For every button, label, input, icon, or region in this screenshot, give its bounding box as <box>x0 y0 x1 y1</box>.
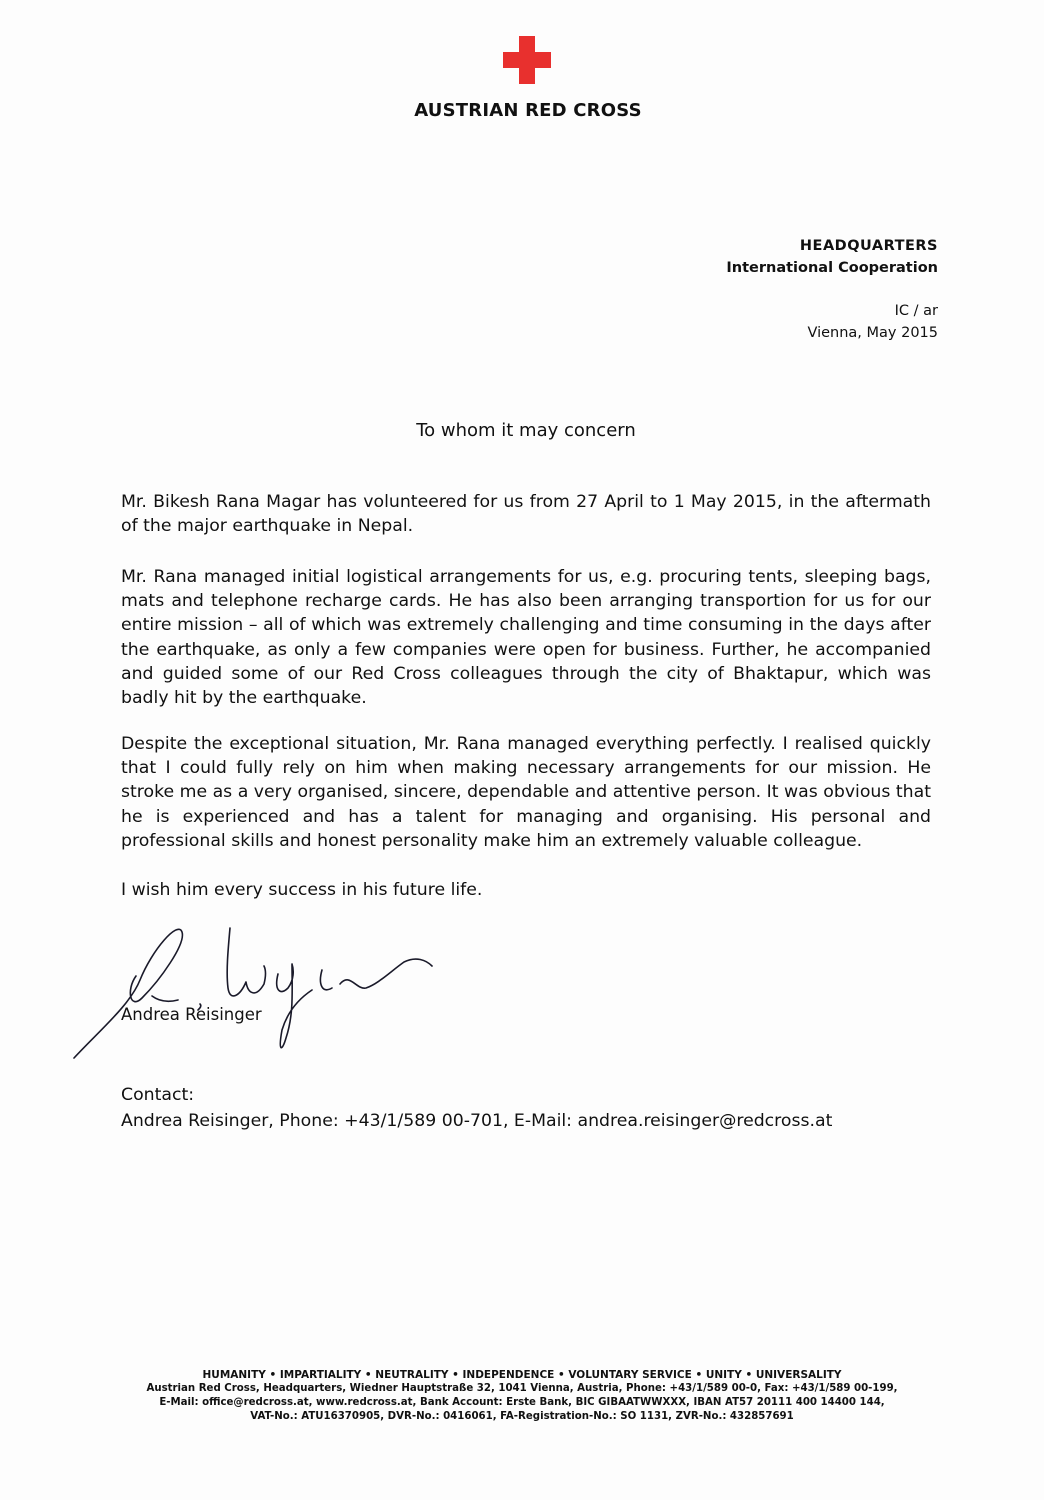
footer-line-3: VAT-No.: ATU16370905, DVR-No.: 0416061, FA-Registration-No.: SO 1131, ZVR-No.: 432857691 <box>250 1411 794 1422</box>
footer-line-2: E-Mail: office@redcross.at, www.redcross.at, Bank Account: Erste Bank, BIC GIBAATWWXXX, IBAN AT57 20111 400 14400 144, <box>159 1397 885 1408</box>
department-line-1: HEADQUARTERS <box>799 238 938 254</box>
sender-department <box>726 235 938 279</box>
letter-footer <box>0 1368 1044 1424</box>
organization-name: AUSTRIAN RED CROSS <box>414 100 642 121</box>
signatory-name: Andrea Reisinger <box>121 1005 262 1024</box>
reference-block <box>807 300 938 344</box>
paragraph-2: Mr. Rana managed initial logistical arrangements for us, e.g. procuring tents, sleeping bags, mats and telephone recharge cards. He has also been arranging transportion for us for our entire mission – all of which was extremely challenging and time consuming in the days after the earthquake, as only a few companies were open for business. Further, he accompanied and guided some of our Red Cross colleagues through the city of Bhaktapur, which was badly hit by the earthquake. <box>121 567 931 709</box>
paragraph-1: Mr. Bikesh Rana Magar has volunteered for us from 27 April to 1 May 2015, in the aftermath of the major earthquake in Nepal. <box>121 492 931 537</box>
reference-code: IC / ar <box>894 303 938 319</box>
handwritten-signature <box>60 910 460 1070</box>
contact-label: Contact: <box>121 1085 195 1105</box>
red-cross-icon <box>503 36 551 84</box>
contact-block <box>121 1082 832 1134</box>
footer-principles: HUMANITY • IMPARTIALITY • NEUTRALITY • INDEPENDENCE • VOLUNTARY SERVICE • UNITY • UNIVERSALITY <box>202 1369 842 1381</box>
place-date: Vienna, May 2015 <box>807 325 938 341</box>
department-line-2: International Cooperation <box>726 260 938 276</box>
contact-details: Andrea Reisinger, Phone: +43/1/589 00-701, E-Mail: andrea.reisinger@redcross.at <box>121 1111 833 1131</box>
paragraph-3: Despite the exceptional situation, Mr. Rana managed everything perfectly. I realised quickly that I could fully rely on him when making necessary arrangements for our mission. He stroke me as a very organised, sincere, dependable and attentive person. It was obvious that he is experienced and has a talent for managing and organising. His personal and professional skills and honest personality make him an extremely valuable colleague. <box>121 734 931 851</box>
paragraph-closing: I wish him every success in his future life. <box>121 880 483 900</box>
letter-subject: To whom it may concern <box>416 420 636 441</box>
footer-line-1: Austrian Red Cross, Headquarters, Wiedner Hauptstraße 32, 1041 Vienna, Austria, Phone: +43/1/589 00-0, Fax: +43/1/589 00-199, <box>146 1383 898 1394</box>
